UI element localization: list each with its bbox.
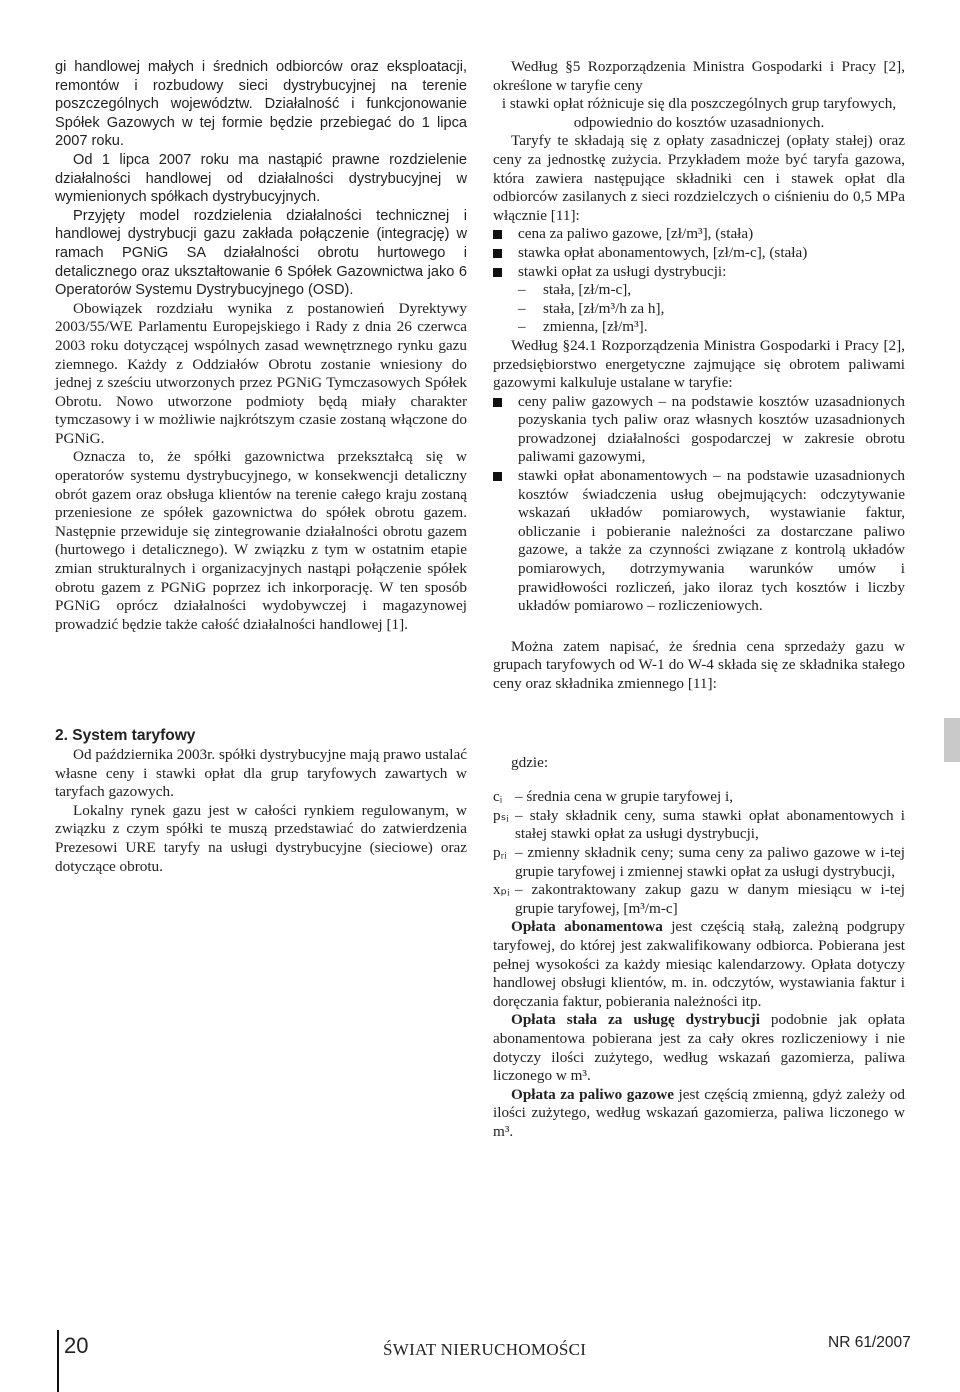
list-item: ceny paliw gazowych – na podstawie kosztów uzasadnionych pozyskania tych paliw oraz własnych kosztów uzasadnionych prowadzonej działalności gospodarczej w zakresie obrotu paliwami gazowymi, (493, 393, 905, 467)
paragraph: Opłata abonamentowa jest częścią stałą, zależną podgrupy taryfowej, do której jest zakwalifikowany odbiorca. Pobierana jest pełnej wysokości za każdy miesiąc kalendarzowy. Opłata dotyczy handlowej obsługi klientów, m. in. odczytów, wystawiania faktur i doręczania faktur, pobierania należności itp. (493, 918, 905, 1010)
square-bullet-icon (493, 398, 502, 407)
square-bullet-icon (493, 230, 502, 239)
paragraph: Według §5 Rozporządzenia Ministra Gospodarki i Pracy [2], określone w taryfie ceny (493, 58, 905, 94)
left-column (55, 58, 467, 876)
scan-edge-mark (944, 718, 960, 762)
paragraph: Według §24.1 Rozporządzenia Ministra Gospodarki i Pracy [2], przedsiębiorstwo energetyczne zajmujące się obrotem paliwami gazowymi kalkuluje ustalane w taryfie: (493, 336, 905, 392)
paragraph: Oznacza to, że spółki gazownictwa przekształcą się w operatorów systemu dystrybucyjnego, w konsekwencji detaliczny obrót gazem oraz obsługa klientów na terenie całego kraju zostaną przeniesione ze spółek gazownictwa do spółek obrotu gazem. Następnie przewiduje się zintegrowanie działalności obrotu gazem (hurtowego i detalicznego). W związku z tym w ostatnim etapie zmian strukturalnych i organizacyjnych nastąpi połączenie spółek obrotu gazem z PGNiG poprzez ich inkorporację. W ten sposób PGNiG oprócz działalności wydobywczej i magazynowej prowadzić będzie także całość działalności handlowej [1]. (55, 448, 467, 633)
definition-row: xₚᵢ – zakontraktowany zakup gazu w danym miesiącu w i-tej grupie taryfowej, [m³/m-c] (493, 881, 905, 917)
paragraph: i stawki opłat różnicuje się dla poszczególnych grup taryfowych, odpowiednio do kosztów uzasadnionych. (501, 95, 897, 131)
list-item: – zmienna, [zł/m³]. (518, 318, 648, 336)
right-column (493, 58, 905, 1141)
paragraph: Opłata za paliwo gazowe jest częścią zmienną, gdyż zależy od ilości zużytego, według wskazań gazomierza, paliwa liczonego w m³. (493, 1085, 905, 1140)
list-item: stawki opłat za usługi dystrybucji: (493, 263, 905, 282)
square-bullet-icon (493, 249, 502, 258)
distribution-rate-list (493, 281, 905, 337)
paragraph: gi handlowej małych i średnich odbiorców oraz eksploatacji, remontów i rozbudowy sieci dystrybucyjnej na terenie poszczególnych województw. Działalność i funkcjonowanie Spółek Gazowych w tej formie będzie przebiegać do 1 lipca 2007 roku. (55, 59, 467, 150)
paragraph: Opłata stała za usługę dystrybucji podobnie jak opłata abonamentowa pobierana jest za cały okres rozliczeniowy i nie dotyczy ilości zużytego, według wskazań gazomierza, paliwa liczonego w m³. (493, 1011, 906, 1085)
list-item: cena za paliwo gazowe, [zł/m³], (stała) (493, 225, 905, 244)
paragraph: Od 1 lipca 2007 roku ma nastąpić prawne rozdzielenie działalności handlowej od działalności dystrybucyjnej w wymienionych spółkach dystrybucyjnych. (55, 151, 467, 206)
paragraph: Lokalny rynek gazu jest w całości rynkiem regulowanym, w związku z czym spółki te muszą przedstawiać do zatwierdzenia Prezesowi URE taryfy na usługi dystrybucyjne (sieciowe) oraz dotyczące obrotu. (55, 801, 467, 875)
definition-row: pₛᵢ – stały składnik ceny, suma stawki opłat abonamentowych i stałej stawki opłat za usługi dystrybucji, (493, 806, 905, 843)
list-item: stawki opłat abonamentowych – na podstawie uzasadnionych kosztów świadczenia usług obejmujących: odczytywanie wskazań układów pomiarowych, wystawianie faktur, obliczanie i pobieranie należności za dostarczane paliwo gazowe, a także za czynności związane z kontrolą układów pomiarowych, dotrzymywania warunków umów i prawidłowości rozliczeń, jako iloraz tych kosztów i liczby układów pomiarowo – rozliczeniowych. (493, 467, 905, 616)
paragraph: Taryfy te składają się z opłaty zasadniczej (opłaty stałej) oraz ceny za jednostkę zużycia. Przykładem może być taryfa gazowa, która zawiera następujące składniki cen i stawek opłat dla odbiorców zasilanych z sieci rozdzielczych o ciśnieniu do 0,5 MPa włącznie [11]: (493, 132, 905, 224)
paragraph: Obowiązek rozdziału wynika z postanowień Dyrektywy 2003/55/WE Parlamentu Europejskiego i Rady z dnia 26 czerwca 2003 roku dotyczącej wspólnych zasad wewnętrznego rynku gazu ziemnego. Każdy z Oddziałów Obrotu zostanie wniesiony do jednej z sześciu utworzonych przez PGNiG Tymczasowych Spółek Obrotu. Nowo utworzone podmioty będą miały charakter tymczasowy i w możliwie najkrótszym czasie zostaną włączone do PGNiG. (55, 299, 467, 447)
square-bullet-icon (493, 268, 502, 277)
paragraph: Przyjęty model rozdzielenia działalności technicznej i handlowej dystrybucji gazu zakłada połączenie (integrację) w ramach PGNiG SA działalności obrotu hurtowego i detalicznego oraz ukształtowanie 6 Spółek Gazownictwa jako 6 Operatorów Systemu Dystrybucyjnego (OSD). (55, 207, 467, 299)
page-number: 20 (64, 1333, 89, 1358)
magazine-title: ŚWIAT NIERUCHOMOŚCI (383, 1340, 587, 1359)
list-item: stawka opłat abonamentowych, [zł/m-c], (stała) (493, 244, 905, 263)
where-label: gdzie: (511, 753, 549, 771)
definition-row: pᵣᵢ – zmienny składnik ceny; suma ceny za paliwo gazowe w i-tej grupie taryfowej i zmiennej stawki opłat za usługi dystrybucji, (493, 843, 905, 880)
list-item: – stała, [zł/m-c], (518, 281, 632, 299)
calculation-list (493, 393, 905, 616)
paragraph: Można zatem napisać, że średnia cena sprzedaży gazu w grupach taryfowych od W-1 do W-4 składa się ze składnika stałego ceny oraz składnika zmiennego [11]: (493, 637, 905, 692)
square-bullet-icon (493, 472, 502, 481)
definition-row: cᵢ – średnia cena w grupie taryfowej i, (493, 788, 734, 806)
section-heading: 2. System taryfowy (55, 727, 196, 745)
tariff-component-list (493, 225, 905, 281)
paragraph: Od października 2003r. spółki dystrybucyjne mają prawo ustalać własne ceny i stawki opłat dla grup taryfowych zawartych w taryfach gazowych. (55, 746, 467, 801)
issue-number: NR 61/2007 (828, 1334, 911, 1351)
footer-rule (57, 1330, 59, 1392)
list-item: – stała, [zł/m³/h za h], (518, 299, 665, 317)
